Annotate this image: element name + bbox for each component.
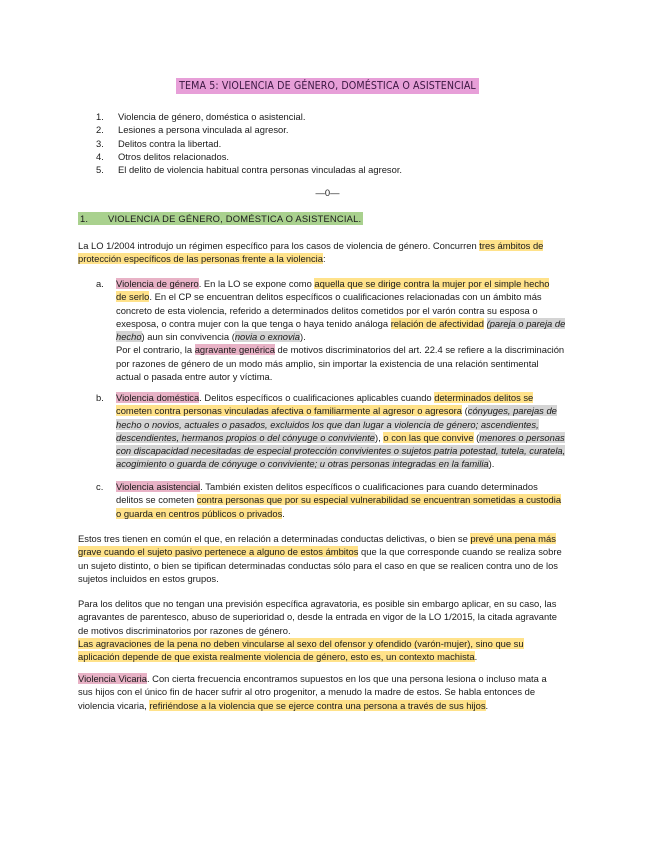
text-span: . bbox=[485, 699, 489, 711]
text-span: Por el contrario, la bbox=[116, 344, 195, 356]
text-span: agravantes de parentesco, abuso de superioridad o, desde la entrada en vigor de la LO 1/2015, la citada agravante bbox=[78, 611, 557, 623]
text-span: Para los delitos que no tengan una previsión específica agravatoria, es posible sin embargo aplicar, en su caso, las bbox=[78, 598, 557, 609]
gray-highlight-span: descendientes, hermanos propios o del cónyuge o conviviente bbox=[116, 431, 376, 443]
text-span: concreto de esta violencia, referido a determinados delitos cometidos por el varón contra su esposa o bbox=[116, 304, 538, 316]
page-title: TEMA 5: VIOLENCIA DE GÉNERO, DOMÉSTICA O ASISTENCIAL bbox=[176, 78, 479, 94]
text-span: ) aun sin convivencia ( bbox=[141, 331, 235, 343]
text-span: de motivos discriminatorios por razones de género. bbox=[78, 624, 291, 636]
text-span: actual o pasada entre autor y víctima. bbox=[116, 371, 273, 383]
highlight-span: Las agravaciones de la pena no deben vincularse al sexo del ofensor y ofendido (varón-mujer), sino que su bbox=[78, 637, 524, 649]
item-b-paragraph bbox=[116, 391, 565, 471]
gray-highlight-span: cónyuges, parejas de bbox=[467, 405, 557, 417]
highlight-span: contra personas que por su especial vulnerabilidad se encuentran sometidas a custodia bbox=[196, 494, 562, 506]
text-span: ( bbox=[462, 405, 468, 417]
toc-text: Violencia de género, doméstica o asistencial. bbox=[118, 111, 306, 122]
text-span: sujetos incluidos en estos grupos. bbox=[78, 572, 219, 584]
text-span: . Con cierta frecuencia encontramos supuestos en los que una persona lesiona o incluso mata a bbox=[146, 673, 547, 684]
paragraph-common bbox=[78, 532, 562, 585]
toc-number: 4. bbox=[96, 150, 104, 162]
gray-highlight-span: con discapacidad necesitadas de especial protección convivientes o sujetos patria potestad, tutela, curatela, bbox=[116, 445, 566, 457]
text-span: exesposa, o contra mujer con la que tenga o haya tenido análoga bbox=[116, 317, 391, 329]
highlight-span: aquella que se dirige contra la mujer por el simple hecho bbox=[314, 278, 550, 289]
text-span: delitos se cometen bbox=[116, 494, 197, 506]
toc-item bbox=[96, 123, 402, 136]
text-span: . Delitos específicos o cualificaciones aplicables cuando bbox=[199, 392, 435, 403]
highlight-span: o con las que convive bbox=[383, 431, 474, 443]
text-span: ), bbox=[375, 431, 384, 443]
toc-item bbox=[96, 150, 402, 163]
item-letter-a: a. bbox=[96, 278, 104, 289]
gray-highlight-span: menores o personas bbox=[479, 431, 565, 443]
text-span: ( bbox=[473, 431, 480, 443]
item-letter-b: b. bbox=[96, 392, 104, 403]
highlight-span: de serlo bbox=[116, 291, 150, 303]
highlight-span: tres ámbitos de bbox=[479, 240, 544, 251]
highlight-span: Violencia Vicaria bbox=[78, 673, 147, 684]
highlight-span: Violencia asistencial bbox=[116, 481, 201, 492]
section-title: VIOLENCIA DE GÉNERO, DOMÉSTICA O ASISTENCIAL. bbox=[108, 213, 362, 224]
gray-highlight-span: acogimiento o guarda de cónyuge o conviviente; u otras personas integradas en la familia bbox=[116, 458, 489, 470]
item-letter-c: c. bbox=[96, 481, 104, 492]
text-span: . También existen delitos específicos o cualificaciones para cuando determinados bbox=[200, 481, 538, 492]
highlight-span: protección específicos de las personas frente a la violencia bbox=[78, 253, 323, 265]
text-span: Estos tres tienen en común el que, en relación a determinadas conductas delictivas, o bien se bbox=[78, 533, 471, 544]
highlight-span: refiriéndose a la violencia que se ejerce contra una persona a través de sus hijos bbox=[149, 699, 486, 711]
separator: —0— bbox=[315, 187, 340, 198]
title-wrap bbox=[0, 78, 655, 94]
toc-text: Delitos contra la libertad. bbox=[118, 137, 222, 149]
item-c-paragraph bbox=[116, 480, 561, 520]
text-span: sus hijos con el único fin de hacer sufrir al otro progenitor, a menudo la madre de estos. Se habla entonces de bbox=[78, 686, 536, 698]
highlight-span: aplicación depende de que exista realmente violencia de género, esto es, un contexto machista bbox=[78, 651, 475, 663]
toc-number: 3. bbox=[96, 137, 104, 149]
gray-highlight-span: hecho bbox=[116, 331, 142, 343]
text-span: de motivos discriminatorios del art. 22.4 se refiere a la discriminación bbox=[274, 344, 565, 356]
highlight-span: relación de afectividad bbox=[390, 317, 484, 329]
section-label bbox=[78, 212, 363, 225]
text-span: que la que corresponde cuando se realiza sobre bbox=[358, 546, 562, 558]
section-heading bbox=[78, 212, 363, 225]
text-span: : bbox=[322, 253, 326, 265]
toc-text: Lesiones a persona vinculada al agresor. bbox=[118, 124, 289, 136]
toc-text: Otros delitos relacionados. bbox=[118, 150, 229, 162]
toc-text: El delito de violencia habitual contra personas vinculadas al agresor. bbox=[118, 164, 403, 176]
gray-highlight-span: (pareja o pareja de bbox=[486, 317, 566, 329]
highlight-span: prevé una pena más bbox=[470, 533, 556, 544]
gray-highlight-span: hecho o novios, actuales o pasados, excluidos los que dan lugar a violencia de género; ascendientes, bbox=[116, 418, 539, 430]
section-number: 1. bbox=[80, 213, 89, 224]
text-span: violencia vicaria, bbox=[78, 699, 150, 711]
toc-item bbox=[96, 137, 402, 150]
text-span: un sujeto distinto, o bien se tipifican determinadas conductas sólo para el caso en que se realicen contra uno de los bbox=[78, 559, 558, 571]
text-span: ). bbox=[488, 458, 495, 470]
text-span: . En la LO se expone como bbox=[198, 278, 315, 289]
toc-number: 2. bbox=[96, 124, 104, 136]
text-span: . bbox=[474, 651, 478, 663]
text-span: por razones de género de un modo más amplio, sin importar la existencia de una relación sentimental bbox=[116, 357, 539, 369]
highlight-span: cometen contra personas vinculadas afectiva o familiarmente al agresor o agresora bbox=[116, 405, 463, 417]
intro-paragraph bbox=[78, 239, 543, 266]
paragraph-vicaria bbox=[78, 672, 547, 712]
highlight-span: grave cuando el sujeto pasivo pertenece a alguno de estos ámbitos bbox=[78, 546, 359, 558]
text-span: . bbox=[282, 507, 285, 519]
table-of-contents bbox=[96, 110, 402, 176]
highlight-span: determinados delitos se bbox=[434, 392, 534, 403]
highlight-span: Violencia de género bbox=[116, 278, 199, 289]
highlight-span: agravante genérica bbox=[194, 344, 275, 356]
toc-number: 1. bbox=[96, 111, 104, 122]
text-span: . En el CP se encuentran delitos específicos o cualificaciones relacionadas con un ámbito más bbox=[149, 291, 542, 303]
highlight-span: Violencia doméstica bbox=[116, 392, 200, 403]
text-span: ). bbox=[299, 331, 306, 343]
toc-number: 5. bbox=[96, 164, 104, 176]
paragraph-agravantes bbox=[78, 597, 557, 663]
text-span: La LO 1/2004 introdujo un régimen específico para los casos de violencia de género. Concurren bbox=[78, 240, 480, 251]
toc-item bbox=[96, 110, 402, 123]
item-a-paragraph bbox=[116, 277, 565, 383]
gray-highlight-span: novia o exnovia bbox=[234, 331, 300, 343]
toc-item bbox=[96, 163, 402, 176]
highlight-span: o guarda en centros públicos o privados bbox=[116, 507, 283, 519]
